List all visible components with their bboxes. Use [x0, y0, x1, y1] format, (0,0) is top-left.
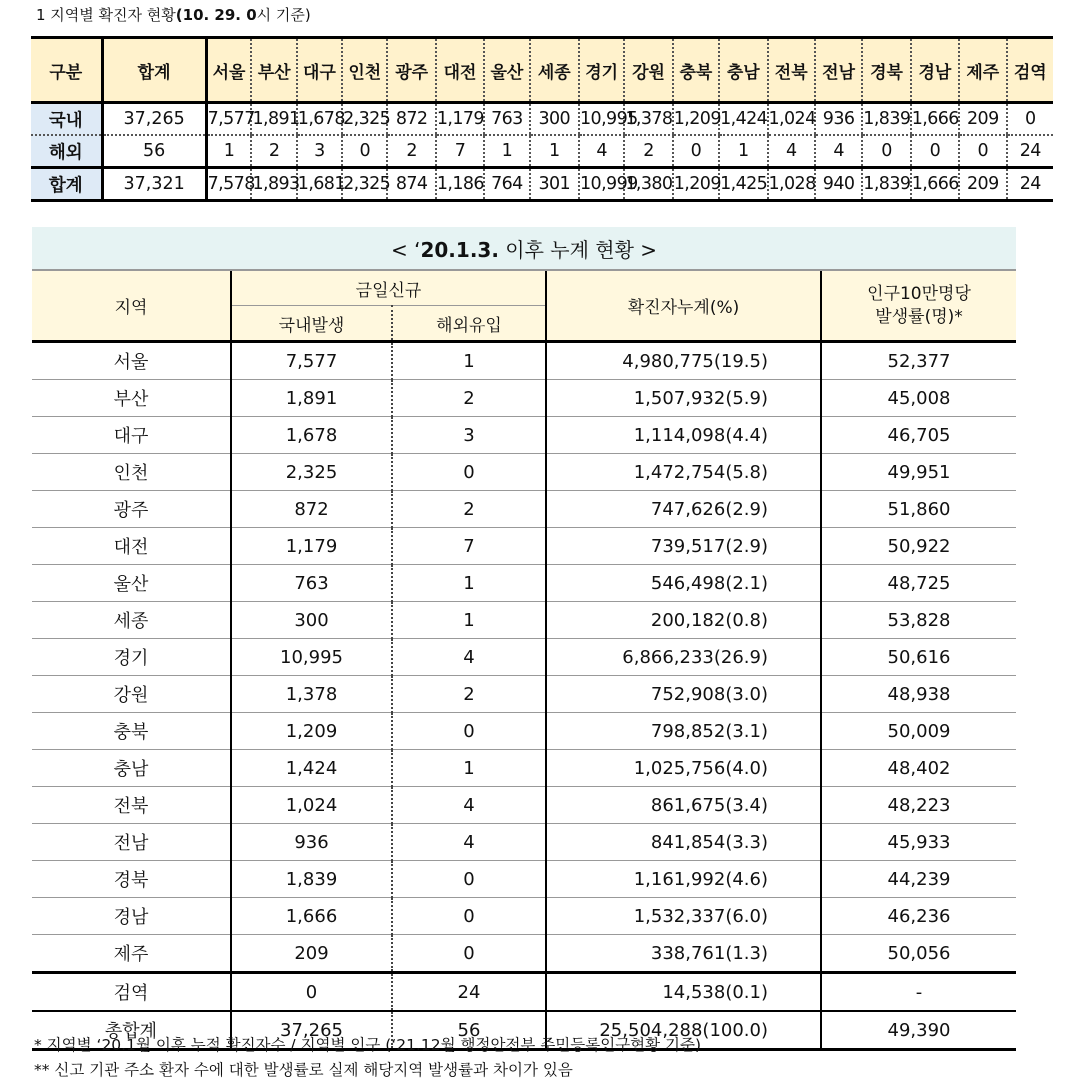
summary-cell: 0: [673, 135, 719, 168]
summary-row: [31, 103, 1053, 136]
cumulative-count: 14,538(0.1): [546, 973, 821, 1012]
region-name: 충남: [32, 750, 231, 787]
regional-summary-table: [31, 36, 1053, 202]
summary-cell: 1,839: [862, 103, 910, 136]
summary-cell: 0: [911, 135, 959, 168]
incidence-rate: 51,860: [821, 491, 1016, 528]
overseas-count: 4: [392, 639, 546, 676]
overseas-count: 2: [392, 491, 546, 528]
cumulative-count: 6,866,233(26.9): [546, 639, 821, 676]
cumulative-count: 1,532,337(6.0): [546, 898, 821, 935]
incidence-rate: 50,616: [821, 639, 1016, 676]
cumulative-table: [32, 227, 1016, 1051]
header-rate-line1: 인구10만명당: [867, 283, 971, 304]
summary-cell: 10,999: [579, 168, 624, 201]
domestic-count: 7,577: [231, 342, 392, 380]
summary-cell: 763: [484, 103, 529, 136]
region-row: [32, 565, 1016, 602]
region-name: 경남: [32, 898, 231, 935]
region-name: 제주: [32, 935, 231, 973]
summary-cell: 1: [719, 135, 767, 168]
region-row: [32, 750, 1016, 787]
region-row: [32, 417, 1016, 454]
summary-cell: 1,186: [436, 168, 484, 201]
incidence-rate: 50,922: [821, 528, 1016, 565]
incidence-rate: 49,951: [821, 454, 1016, 491]
summary-row-label: 합계: [31, 168, 102, 201]
overseas-count: 0: [392, 713, 546, 750]
region-name: 검역: [32, 973, 231, 1012]
domestic-count: 1,424: [231, 750, 392, 787]
region-name: 경기: [32, 639, 231, 676]
overseas-count: 0: [392, 861, 546, 898]
summary-cell: 872: [387, 103, 435, 136]
cumulative-count: 4,980,775(19.5): [546, 342, 821, 380]
summary-cell: 4: [768, 135, 815, 168]
region-name: 강원: [32, 676, 231, 713]
summary-col-header: 전북: [768, 38, 815, 103]
footnote-1: * 지역별 ‘20.1월 이후 누적 확진자수 / 지역별 인구 (‘21.12월 행정안전부 주민등록인구현황 기준): [34, 1036, 702, 1054]
summary-cell: 7: [436, 135, 484, 168]
region-name: 부산: [32, 380, 231, 417]
incidence-rate: 48,725: [821, 565, 1016, 602]
summary-col-header: 부산: [251, 38, 296, 103]
domestic-count: 37,265: [231, 1011, 392, 1050]
overseas-count: 56: [392, 1011, 546, 1050]
summary-row: [31, 168, 1053, 201]
summary-col-header: 세종: [530, 38, 579, 103]
incidence-rate: 48,938: [821, 676, 1016, 713]
summary-cell: 1,425: [719, 168, 767, 201]
domestic-count: 209: [231, 935, 392, 973]
summary-cell: 1,666: [911, 168, 959, 201]
incidence-rate: 48,402: [821, 750, 1016, 787]
summary-cell: 7,577: [206, 103, 251, 136]
overseas-count: 4: [392, 787, 546, 824]
incidence-rate: 50,009: [821, 713, 1016, 750]
domestic-count: 1,666: [231, 898, 392, 935]
cumulative-count: 338,761(1.3): [546, 935, 821, 973]
domestic-count: 1,378: [231, 676, 392, 713]
summary-cell: 24: [1007, 135, 1054, 168]
summary-col-header: 강원: [624, 38, 672, 103]
domestic-count: 1,179: [231, 528, 392, 565]
summary-cell: 1,424: [719, 103, 767, 136]
summary-col-header: 합계: [102, 38, 206, 103]
region-name: 세종: [32, 602, 231, 639]
section-heading: [36, 4, 311, 25]
region-name: 인천: [32, 454, 231, 491]
overseas-count: 1: [392, 565, 546, 602]
summary-cell: 4: [815, 135, 862, 168]
overseas-count: 1: [392, 750, 546, 787]
region-name: 전남: [32, 824, 231, 861]
cumulative-count: 841,854(3.3): [546, 824, 821, 861]
cumulative-count: 1,507,932(5.9): [546, 380, 821, 417]
heading-date: (10. 29. 0: [175, 6, 257, 24]
cumulative-count: 25,504,288(100.0): [546, 1011, 821, 1050]
summary-col-header: 인천: [342, 38, 387, 103]
summary-col-header: 제주: [959, 38, 1006, 103]
footnote-2: ** 신고 기관 주소 환자 수에 대한 발생률로 실제 해당지역 발생률과 차이가 있음: [34, 1061, 573, 1079]
region-name: 경북: [32, 861, 231, 898]
cumulative-caption: < ‘20.1.3. 이후 누계 현황 >: [32, 227, 1016, 270]
summary-cell: 1,678: [297, 103, 342, 136]
domestic-count: 1,209: [231, 713, 392, 750]
header-rate-line2: 발생률(명)*: [875, 306, 963, 327]
region-row: [32, 528, 1016, 565]
domestic-count: 10,995: [231, 639, 392, 676]
domestic-count: 300: [231, 602, 392, 639]
region-name: 전북: [32, 787, 231, 824]
overseas-count: 2: [392, 676, 546, 713]
region-row: [32, 639, 1016, 676]
summary-cell: 37,321: [102, 168, 206, 201]
header-domestic: 국내발생: [231, 306, 392, 342]
incidence-rate: 46,236: [821, 898, 1016, 935]
header-cumulative: 확진자누계(%): [546, 270, 821, 342]
region-row: [32, 861, 1016, 898]
region-name: 총합계: [32, 1011, 231, 1050]
summary-cell: 0: [342, 135, 387, 168]
incidence-rate: 52,377: [821, 342, 1016, 380]
summary-cell: 301: [530, 168, 579, 201]
summary-cell: 1,893: [251, 168, 296, 201]
overseas-count: 4: [392, 824, 546, 861]
summary-cell: 1,666: [911, 103, 959, 136]
cumulative-count: 1,025,756(4.0): [546, 750, 821, 787]
summary-cell: 1,378: [624, 103, 672, 136]
region-row: [32, 824, 1016, 861]
region-name: 충북: [32, 713, 231, 750]
domestic-count: 1,839: [231, 861, 392, 898]
cumulative-count: 861,675(3.4): [546, 787, 821, 824]
summary-cell: 2: [387, 135, 435, 168]
summary-cell: 0: [862, 135, 910, 168]
summary-cell: 24: [1007, 168, 1054, 201]
overseas-count: 1: [392, 342, 546, 380]
summary-cell: 1,179: [436, 103, 484, 136]
domestic-count: 0: [231, 973, 392, 1012]
summary-col-header: 전남: [815, 38, 862, 103]
domestic-count: 2,325: [231, 454, 392, 491]
summary-cell: 1: [530, 135, 579, 168]
header-rate: [821, 270, 1016, 342]
summary-row: [31, 135, 1053, 168]
summary-cell: 1,380: [624, 168, 672, 201]
incidence-rate: 45,933: [821, 824, 1016, 861]
summary-cell: 2: [624, 135, 672, 168]
incidence-rate: 46,705: [821, 417, 1016, 454]
summary-row-label: 해외: [31, 135, 102, 168]
incidence-rate: 49,390: [821, 1011, 1016, 1050]
summary-col-header: 충북: [673, 38, 719, 103]
summary-cell: 209: [959, 103, 1006, 136]
summary-cell: 209: [959, 168, 1006, 201]
region-row: [32, 973, 1016, 1012]
region-row: [32, 676, 1016, 713]
summary-cell: 936: [815, 103, 862, 136]
summary-cell: 1: [484, 135, 529, 168]
cumulative-count: 798,852(3.1): [546, 713, 821, 750]
summary-col-header: 구분: [31, 38, 102, 103]
summary-cell: 2,325: [342, 168, 387, 201]
summary-cell: 4: [579, 135, 624, 168]
incidence-rate: 50,056: [821, 935, 1016, 973]
overseas-count: 2: [392, 380, 546, 417]
cumulative-count: 200,182(0.8): [546, 602, 821, 639]
cumulative-count: 546,498(2.1): [546, 565, 821, 602]
cumulative-count: 747,626(2.9): [546, 491, 821, 528]
summary-col-header: 충남: [719, 38, 767, 103]
summary-cell: 764: [484, 168, 529, 201]
incidence-rate: -: [821, 973, 1016, 1012]
cumulative-count: 752,908(3.0): [546, 676, 821, 713]
summary-col-header: 대구: [297, 38, 342, 103]
summary-cell: 1,681: [297, 168, 342, 201]
incidence-rate: 53,828: [821, 602, 1016, 639]
summary-cell: 1,028: [768, 168, 815, 201]
incidence-rate: 45,008: [821, 380, 1016, 417]
incidence-rate: 44,239: [821, 861, 1016, 898]
region-row: [32, 342, 1016, 380]
region-name: 울산: [32, 565, 231, 602]
domestic-count: 1,024: [231, 787, 392, 824]
region-row: [32, 787, 1016, 824]
domestic-count: 1,891: [231, 380, 392, 417]
overseas-count: 0: [392, 454, 546, 491]
summary-cell: 3: [297, 135, 342, 168]
header-overseas: 해외유입: [392, 306, 546, 342]
domestic-count: 872: [231, 491, 392, 528]
summary-cell: 1,891: [251, 103, 296, 136]
overseas-count: 7: [392, 528, 546, 565]
overseas-count: 24: [392, 973, 546, 1012]
domestic-count: 936: [231, 824, 392, 861]
summary-cell: 0: [959, 135, 1006, 168]
summary-cell: 1: [206, 135, 251, 168]
region-row: [32, 491, 1016, 528]
summary-cell: 940: [815, 168, 862, 201]
summary-cell: 1,839: [862, 168, 910, 201]
summary-col-header: 광주: [387, 38, 435, 103]
summary-cell: 300: [530, 103, 579, 136]
summary-cell: 37,265: [102, 103, 206, 136]
region-row: [32, 935, 1016, 973]
summary-cell: 1,024: [768, 103, 815, 136]
region-row: [32, 602, 1016, 639]
overseas-count: 0: [392, 898, 546, 935]
overseas-count: 3: [392, 417, 546, 454]
header-today-new: 금일신규: [231, 270, 546, 306]
summary-col-header: 경남: [911, 38, 959, 103]
summary-col-header: 대전: [436, 38, 484, 103]
cumulative-count: 1,472,754(5.8): [546, 454, 821, 491]
region-row: [32, 713, 1016, 750]
domestic-count: 763: [231, 565, 392, 602]
cumulative-count: 739,517(2.9): [546, 528, 821, 565]
cumulative-count: 1,161,992(4.6): [546, 861, 821, 898]
region-name: 대전: [32, 528, 231, 565]
heading-suffix: 시 기준): [256, 6, 311, 24]
summary-cell: 1,209: [673, 103, 719, 136]
summary-cell: 7,578: [206, 168, 251, 201]
region-name: 서울: [32, 342, 231, 380]
summary-cell: 10,995: [579, 103, 624, 136]
region-name: 대구: [32, 417, 231, 454]
header-region: 지역: [32, 270, 231, 342]
summary-col-header: 울산: [484, 38, 529, 103]
summary-col-header: 검역: [1007, 38, 1054, 103]
region-row: [32, 454, 1016, 491]
overseas-count: 1: [392, 602, 546, 639]
heading-title: 1 지역별 확진자 현황: [36, 6, 176, 24]
region-name: 광주: [32, 491, 231, 528]
summary-cell: 0: [1007, 103, 1054, 136]
summary-col-header: 경기: [579, 38, 624, 103]
summary-col-header: 경북: [862, 38, 910, 103]
overseas-count: 0: [392, 935, 546, 973]
cumulative-count: 1,114,098(4.4): [546, 417, 821, 454]
region-row: [32, 380, 1016, 417]
summary-row-label: 국내: [31, 103, 102, 136]
region-row: [32, 898, 1016, 935]
summary-col-header: 서울: [206, 38, 251, 103]
domestic-count: 1,678: [231, 417, 392, 454]
summary-cell: 874: [387, 168, 435, 201]
summary-cell: 56: [102, 135, 206, 168]
summary-cell: 1,209: [673, 168, 719, 201]
summary-cell: 2: [251, 135, 296, 168]
summary-cell: 2,325: [342, 103, 387, 136]
incidence-rate: 48,223: [821, 787, 1016, 824]
